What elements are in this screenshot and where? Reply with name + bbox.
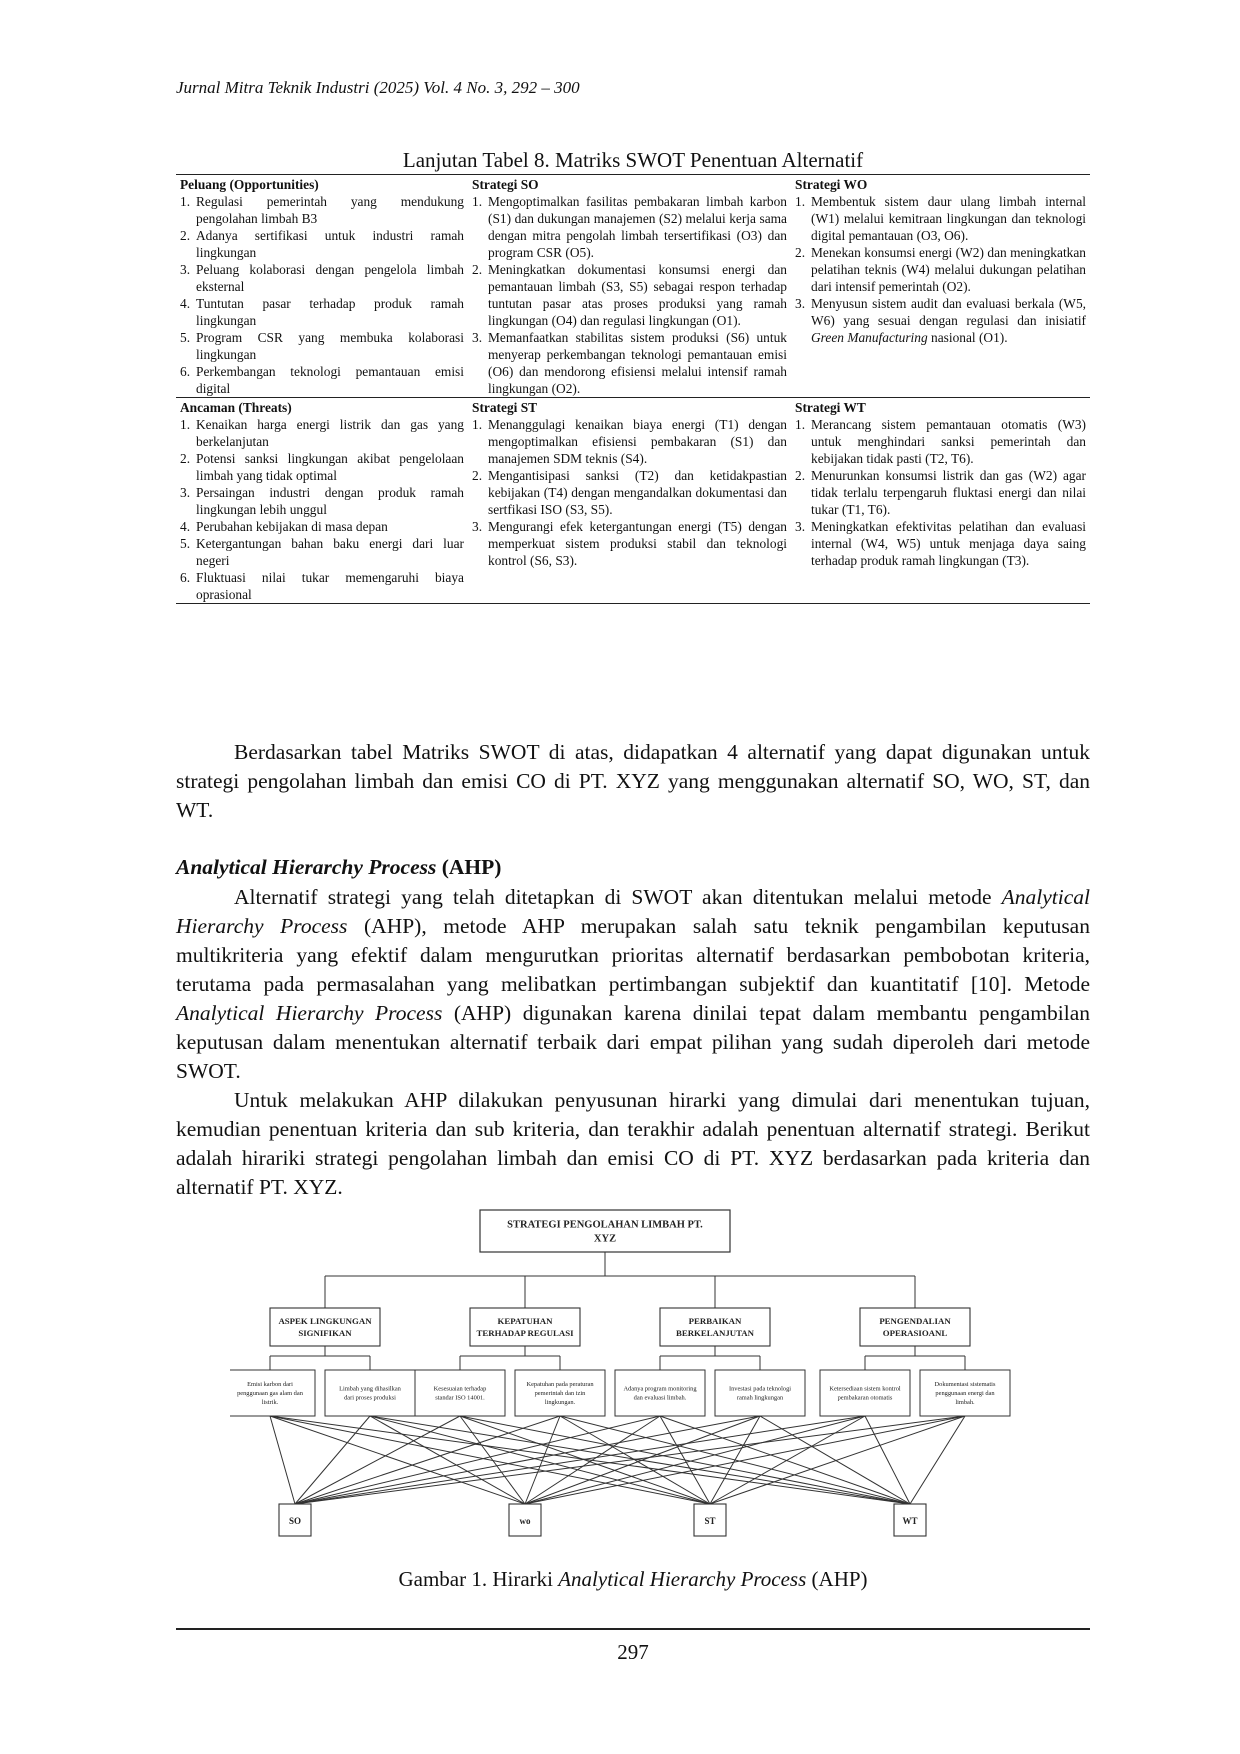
network-connector [295, 1416, 965, 1504]
network-connector [910, 1416, 965, 1504]
subcriterion-label: Ketersediaan sistem kontrol [829, 1385, 901, 1393]
paragraph-3: Untuk melakukan AHP dilakukan penyusunan hirarki yang dimulai dari menentukan tujuan, kemudian penentuan kriteria dan sub kriteria, dan terakhir adalah penentuan alternatif strategi. Berikut adalah hirariki strategi pengolahan limbah dan emisi CO di PT. XYZ berdasarkan pada kriteria dan alternatif PT. XYZ. [176, 1088, 1090, 1199]
figure-caption-italic: Analytical Hierarchy Process [558, 1567, 807, 1591]
section-heading-italic: Analytical Hierarchy Process [176, 855, 437, 879]
subcriterion-label: penggunaan energi dan [935, 1390, 995, 1398]
criterion-label: SIGNIFIKAN [298, 1328, 352, 1339]
criterion-box [470, 1308, 580, 1346]
subcriterion-label: limbah. [955, 1399, 975, 1407]
paragraph-2-part: (AHP), metode AHP merupakan salah satu teknik pengambilan keputusan multikriteria yang efektif dalam mengurutkan prioritas alternatif berdasarkan pembobotan kriteria, terutama pada permasalahan yang melibatkan pertimbangan subjektif dan kuantitatif [10]. Metode [176, 914, 1090, 996]
subcriterion-label: pembakaran otomatis [837, 1394, 893, 1402]
subcriterion-label: lingkungan. [544, 1399, 576, 1407]
subcriterion-box [715, 1370, 805, 1416]
goal-label: STRATEGI PENGOLAHAN LIMBAH PT. [507, 1219, 703, 1231]
list-item: 5. Ketergantungan bahan baku energi dari luar negeri [180, 536, 464, 568]
table-caption: Lanjutan Tabel 8. Matriks SWOT Penentuan Alternatif [402, 148, 864, 172]
list-item: 6. Perkembangan teknologi pemantauan emisi digital [180, 364, 464, 396]
journal-header: Jurnal Mitra Teknik Industri (2025) Vol. 4 No. 3, 292 – 300 [176, 78, 580, 97]
subcriterion-label: ramah lingkungan [736, 1394, 784, 1402]
network-connector [660, 1416, 910, 1504]
network-connector [710, 1416, 760, 1504]
list-item: 3. Menyusun sistem audit dan evaluasi berkala (W5, W6) yang sesuai dengan regulasi dan inisiatif Green Manufacturing nasional (O1). [795, 296, 1086, 345]
paragraph-1: Berdasarkan tabel Matriks SWOT di atas, didapatkan 4 alternatif yang dapat digunakan untuk strategi pengolahan limbah dan emisi CO di PT. XYZ yang menggunakan alternatif SO, WO, ST, dan WT. [176, 740, 1090, 822]
so-header: Strategi SO [468, 175, 791, 194]
alternative-label: SO [288, 1516, 302, 1526]
figure-caption-prefix: Gambar 1. Hirarki [398, 1567, 559, 1591]
list-item: 6. Fluktuasi nilai tukar memengaruhi biaya oprasional [180, 570, 464, 602]
threats-list [180, 416, 464, 603]
paragraph-swot-result [176, 738, 1090, 825]
opportunities-list [180, 193, 464, 397]
list-item: 1. Kenaikan harga energi listrik dan gas yang berkelanjutan [180, 417, 464, 449]
list-item: 2. Meningkatkan dokumentasi konsumsi energi dan pemantauan limbah (S3, S5) sebagai respon terhadap tuntutan pasar atas proses produksi yang ramah lingkungan (O4) dan regulasi lingkungan (O1). [472, 262, 787, 328]
subcriterion-box [325, 1370, 415, 1416]
criterion-label: ASPEK LINGKUNGAN [278, 1316, 372, 1327]
wt-header: Strategi WT [791, 398, 1090, 417]
subcriterion-box [415, 1370, 505, 1416]
subcriterion-label: standar ISO 14001. [435, 1394, 485, 1402]
st-list [472, 416, 787, 569]
list-item: 2. Potensi sanksi lingkungan akibat pengelolaan limbah yang tidak optimal [180, 451, 464, 483]
swot-matrix-table [176, 174, 1090, 604]
list-item: 2. Menekan konsumsi energi (W2) dan meningkatkan pelatihan teknis (W4) melalui dukungan pelatihan dari intensif pemerintah (O2). [795, 245, 1086, 294]
subcriterion-box [820, 1370, 910, 1416]
paragraph-2-part: (AHP) digunakan karena dinilai tepat dalam membantu pengambilan keputusan dalam menentukan alternatif terbaik dari empat pilihan yang sudah diperoleh dari metode SWOT. [176, 1001, 1090, 1083]
paragraph-2-part: Alternatif strategi yang telah ditetapkan di SWOT akan ditentukan melalui metode [234, 885, 1002, 909]
subcriterion-label: dari proses produksi [344, 1394, 396, 1402]
wo-list [795, 193, 1086, 346]
so-list [472, 193, 787, 397]
section-heading [176, 855, 501, 880]
subcriterion-label: Investasi pada teknologi [728, 1385, 792, 1393]
network-connector [370, 1416, 710, 1504]
list-item: 1. Menanggulagi kenaikan biaya energi (T1) dengan mengoptimalkan efisiensi pembakaran (S1) dan manajemen SDM teknis (S4). [472, 417, 787, 466]
criterion-box [660, 1308, 770, 1346]
list-item: 3. Peluang kolaborasi dengan pengelola limbah eksternal [180, 262, 464, 294]
network-connector [295, 1416, 660, 1504]
paragraph-2-italic: Analytical Hierarchy Process [176, 885, 1090, 938]
alternative-label: WT [902, 1516, 918, 1526]
network-connector [295, 1416, 370, 1504]
paragraph-2-italic: Analytical Hierarchy Process [176, 1001, 443, 1025]
subcriterion-label: dan evaluasi limbah. [633, 1394, 687, 1402]
network-connector [660, 1416, 710, 1504]
goal-label: XYZ [593, 1233, 617, 1245]
subcriterion-box [615, 1370, 705, 1416]
list-item: 2. Menurunkan konsumsi listrik dan gas (W2) agar tidak terlalu terpengaruh fluktasi energi dan nilai tukar (T1, T6). [795, 468, 1086, 517]
criterion-label: PENGENDALIAN [879, 1316, 951, 1327]
list-item: 2. Mengantisipasi sanksi (T2) dan ketidakpastian kebijakan (T4) dengan mengandalkan dokumentasi dan sertfikasi ISO (S3, S5). [472, 468, 787, 517]
list-item: 3. Meningkatkan efektivitas pelatihan dan evaluasi internal (W4, W5) untuk menjaga daya saing terhadap produk ramah lingkungan (T3). [795, 519, 1086, 568]
subcriterion-label: penggunaan gas alam dan [237, 1390, 303, 1398]
subcriterion-label: pemerintah dan izin [534, 1390, 586, 1398]
st-header: Strategi ST [468, 398, 791, 417]
list-item: 4. Perubahan kebijakan di masa depan [180, 519, 388, 534]
goal-box [480, 1210, 730, 1252]
subcriterion-label: Kesesuaian terhadap [433, 1385, 487, 1393]
criterion-box [270, 1308, 380, 1346]
section-heading-rest: (AHP) [436, 855, 502, 879]
wo-header: Strategi WO [791, 175, 1090, 194]
list-item: 5. Program CSR yang membuka kolaborasi lingkungan [180, 330, 464, 362]
criterion-label: TERHADAP REGULASI [476, 1328, 574, 1339]
figure-caption [176, 1567, 1090, 1592]
wt-list [795, 416, 1086, 569]
list-item: 1. Membentuk sistem daur ulang limbah internal (W1) melalui kemitraan lingkungan dan teknologi digital pemantauan (O3, O6). [795, 194, 1086, 243]
list-item: 1. Mengoptimalkan fasilitas pembakaran limbah karbon (S1) dan dukungan manajemen (S2) melalui kerja sama dengan mitra pengolah limbah tersertifikasi (O3) dan program CSR (O5). [472, 194, 787, 260]
subcriterion-label: listrik. [261, 1399, 279, 1407]
list-item: 3. Mengurangi efek ketergantungan energi (T5) dengan memperkuat sistem produksi stabil dan teknologi kontrol (S6, S3). [472, 519, 787, 568]
paragraph-2 [176, 883, 1090, 1086]
footer-rule [176, 1628, 1090, 1630]
list-item: 1. Merancang sistem pemantauan otomatis (W3) untuk menghindari sanksi pemerintah dan kebijakan tidak pasti (T2, T6). [795, 417, 1086, 466]
alternative-label: ST [704, 1516, 716, 1526]
subcriterion-label: Limbah yang dihasilkan [339, 1385, 401, 1393]
network-connector [525, 1416, 560, 1504]
ahp-hierarchy-diagram [230, 1208, 1110, 1568]
page-number: 297 [617, 1640, 649, 1664]
alternative-label: wo [519, 1516, 531, 1526]
list-item: 1. Regulasi pemerintah yang mendukung pengolahan limbah B3 [180, 194, 464, 226]
criterion-label: KEPATUHAN [497, 1316, 553, 1327]
subcriterion-label: Emisi karbon dari [247, 1381, 293, 1389]
criterion-label: OPERASIOANL [882, 1328, 948, 1339]
paragraph-ahp [176, 883, 1090, 1202]
network-connector [460, 1416, 710, 1504]
subcriterion-label: Kepatuhan pada peraturan [526, 1381, 594, 1389]
figure-caption-suffix: (AHP) [806, 1567, 868, 1591]
list-item: 3. Persaingan industri dengan produk ramah lingkungan lebih unggul [180, 485, 464, 517]
network-connector [270, 1416, 295, 1504]
network-connector [710, 1416, 965, 1504]
opportunities-header: Peluang (Opportunities) [176, 175, 468, 194]
criterion-label: PERBAIKAN [688, 1316, 742, 1327]
list-item: 4. Tuntutan pasar terhadap produk ramah lingkungan [180, 296, 464, 328]
criterion-label: BERKELANJUTAN [675, 1328, 755, 1339]
subcriterion-label: Adanya program monitoring [623, 1385, 697, 1393]
list-item: 3. Memanfaatkan stabilitas sistem produksi (S6) untuk menyerap perkembangan teknologi pemantauan emisi (O6) dan mendorong efisiensi melalui intensif ramah lingkungan (O2). [472, 330, 787, 396]
network-connector [460, 1416, 525, 1504]
network-connector [295, 1416, 865, 1504]
list-item: 2. Adanya sertifikasi untuk industri ramah lingkungan [180, 228, 464, 260]
criterion-box [860, 1308, 970, 1346]
threats-header: Ancaman (Threats) [176, 398, 468, 417]
subcriterion-label: Dokumentasi sistematis [934, 1381, 996, 1389]
